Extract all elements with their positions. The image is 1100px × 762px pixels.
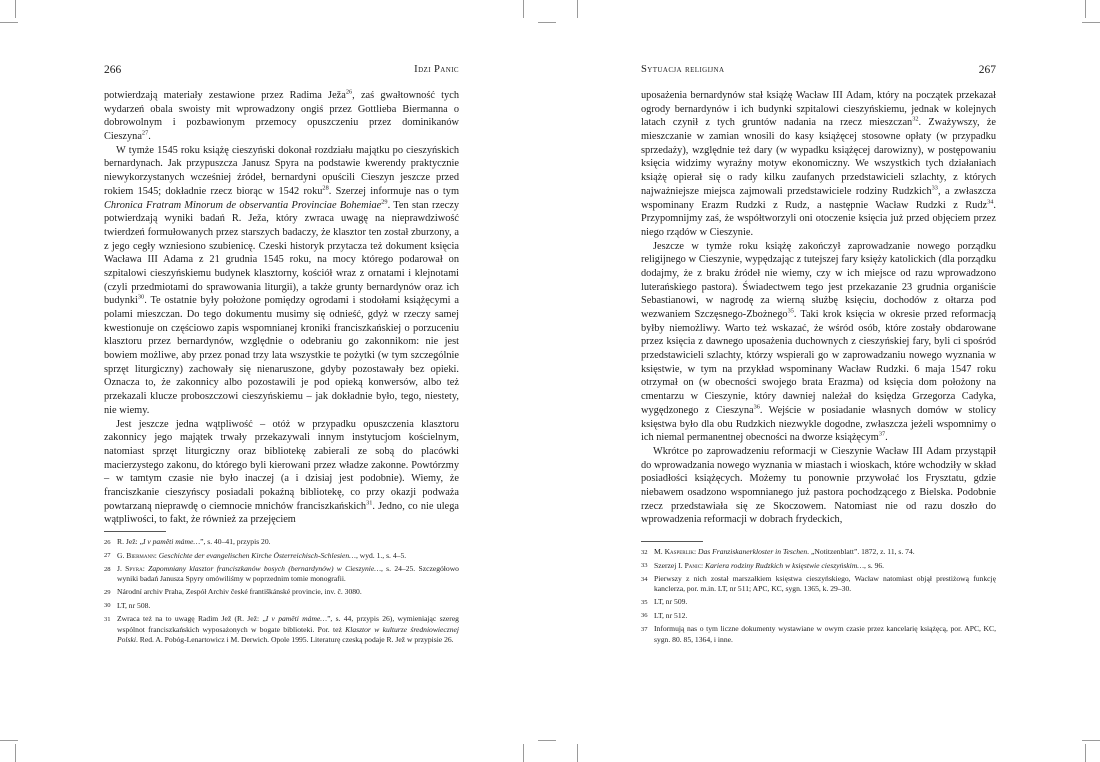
footnote-ref: 29 — [381, 198, 388, 206]
crop-mark — [577, 744, 578, 762]
crop-mark — [538, 22, 556, 23]
footnote-number: 29 — [104, 588, 111, 596]
small-caps-text: Spyra — [125, 564, 143, 573]
crop-mark — [577, 0, 578, 18]
text-run: , a zwłaszcza wspominany Erazm Rudzki z Rudz, a następnie Wacław Rudzki z Rudz — [641, 185, 996, 211]
crop-mark — [538, 740, 556, 741]
paragraph — [641, 240, 996, 445]
footnote-ref: 28 — [322, 184, 329, 192]
text-run: . Wejście w posiadanie własnych domów w stolicy księstwa było dla obu Rudzkich niezwykle dogodne, zwłaszcza jeżeli wspomnimy o ich niemal permanentnej obecności na dworze książęcym — [641, 404, 996, 444]
footnote-ref: 31 — [366, 499, 373, 507]
footnote-number: 28 — [104, 565, 111, 573]
footnote-text — [117, 551, 459, 562]
text-run: LT, nr 509. — [654, 597, 688, 607]
footnote-rule — [641, 541, 703, 542]
footnote-text — [654, 547, 996, 558]
crop-mark — [0, 22, 18, 23]
footnote-ref: 35 — [787, 307, 794, 315]
paragraph — [104, 418, 459, 528]
text-run: : — [142, 564, 149, 573]
footnote — [104, 551, 459, 562]
text-run: . Ten stan rzeczy potwierdzają wyniki badań R. Ježa, który zwraca uwagę na nieprawdziwość twierdzeń formułowanych przez starszych badaczy, że klasztor ten został zburzony, a z jego cegły wzniesiono szubienicę. Czeski historyk przytacza też dokument księcia Wacława III Adama z 21 grudnia 1545 roku, na mocy którego podarował on szpitalowi cieszyńskiemu budynek klasztorny, kościół wraz z ornatami i klejnotami (czyli przedmiotami do sprawowania liturgii), a także grunty bernardynów oraz ich budynki — [104, 199, 459, 307]
footnote-number: 27 — [104, 552, 111, 559]
footnote-ref: 33 — [931, 184, 938, 192]
footnote-number: 33 — [641, 562, 648, 569]
italic-text: I v paměti máme… — [265, 614, 328, 624]
footnote-ref: 30 — [137, 293, 145, 301]
small-caps-text: Panic — [684, 560, 702, 570]
crop-mark — [15, 0, 16, 18]
running-head-title: Idzi Panic — [414, 64, 459, 75]
paragraph — [104, 89, 459, 144]
footnote-number: 36 — [641, 612, 648, 620]
text-run: Pierwszy z nich został marszałkiem księstwa cieszyńskiego, Wacław natomiast objął prestiżową funkcję kanclerza, por. m.in. LT, nr 511; APC, KC, sygn. 1365, k. 29–30. — [654, 574, 996, 594]
text-run: . Taki krok księcia w okresie przed reformacją byłby niemożliwy. Warto też wskazać, że wśród osób, które zostały obdarowane przez księcia z dawnego uposażenia duchownych z cieszyńskiej fary, byli ci spośród przedstawicieli szlachty, którzy wspierali go w zaprowadzaniu nowego wyznania w księstwie, w tym na przykład wspominany Wacław Rudzki. 6 maja 1547 roku otrzymał on (w obecności swojego brata Erazma) od księcia dom położony na cmentarzu w Cieszynie, który dawniej należał do księdza Grzegorza Cadyka, wygędzonego z Cieszyna — [641, 309, 996, 416]
body-text — [641, 89, 996, 527]
text-run: . Przypomnijmy zaś, że współtworzyli oni otoczenie księcia już przed objęciem przez niego rządów w Cieszynie. — [641, 199, 996, 238]
footnote-text — [654, 561, 996, 572]
footnote — [641, 624, 996, 645]
text-run: M. — [654, 547, 665, 556]
crop-mark — [1085, 0, 1086, 18]
text-run: . Te ostatnie były położone pomiędzy ogrodami i stodołami książęcymi a polami mieszczan. Do tego dokumentu musimy się odnieść, gdyż w rzeczy samej kwestionuje on częściowo zapis wspomnianej kroniki franciszkańskiej o porzuceniu klasztoru przez bernardynów, względnie o odebraniu go zakonnikom: nie jest bowiem możliwe, aby przez ponad trzy lata wszystkie te pożytki (w tym szczególnie sprzęt liturgiczny) zachowały się nienaruszone, gdyby pozostawały bez opieki. Oznacza to, że zakonnicy albo pozostawili je pod opieką konwersów, albo też przekazali klucze proboszczowi cieszyńskiemu – jak dokładnie było, tego, niestety, nie wiemy. — [104, 295, 459, 416]
text-run: . Jedno, co nie ulega wątpliwości, to fakt, że również za przejęciem — [104, 500, 459, 526]
footnote-number: 26 — [104, 538, 111, 546]
page-number: 267 — [978, 64, 996, 76]
text-run: J. — [117, 564, 126, 573]
footnote-text — [654, 611, 996, 622]
text-run: potwierdzają materiały zestawione przez Radima Ježa — [104, 90, 346, 101]
text-run: . — [148, 131, 151, 143]
footnote-ref: 26 — [345, 88, 353, 96]
text-run: W tymże 1545 roku książę cieszyński dokonał rozdziału majątku po cieszyńskich bernardynach. Jak przypuszcza Janusz Spyra na podstawie kwerendy praktycznie niewykorzystanych wcześniej źródeł, bernardyni opuścili Cieszyn jeszcze przed rokiem 1545; dokładnie rzecz biorąc w 1542 roku — [104, 144, 459, 197]
small-caps-text: Biermann — [126, 550, 155, 560]
italic-text: Chronica Fratram Minorum de observantia Provinciae Bohemiae — [104, 199, 382, 211]
footnote-ref: 34 — [987, 198, 994, 206]
text-run: : — [693, 547, 698, 556]
footnote — [104, 601, 459, 612]
footnote — [641, 547, 996, 558]
footnote-ref: 27 — [141, 129, 149, 137]
footnote-number: 30 — [104, 602, 111, 610]
footnote-text — [117, 601, 459, 612]
footnote-number: 34 — [641, 575, 648, 583]
text-run: Wkrótce po zaprowadzeniu reformacji w Cieszynie Wacław III Adam przystąpił do wprowadzania nowego wyznania w miastach i wioskach, które wchodziły w skład posiadłości książęcych. Możemy tu ponownie przywołać los Frysztatu, gdzie niebawem osadzono wspomnianego już pastora pochodzącego z Bielska. Podobnie rzecz przedstawiała się ze Skoczowem. Natomiast nie od razu doszło do wprowadzenia reformacji w dobrach frydeckich, — [641, 445, 996, 526]
paragraph — [641, 89, 996, 240]
text-run: ”, s. 40–41, przypis 20. — [200, 537, 271, 546]
text-run: . Zważywszy, że mieszczanie w zamian wnosili do kasy książęcej stosowne opłaty (w przypadku sprzedaży), względnie też dary (w wypadku książęcej darowizny), w postępowaniu księcia widzimy wyraźny motyw ekonomiczny. We wszystkich tych działaniach książę opierał się o rady kilku zaufanych przedstawicieli szlachty, z których najważniejsze miejsca zajmowali przedstawiciele rodziny Rudzkich — [641, 117, 996, 197]
footnote-text — [117, 564, 459, 585]
small-caps-text: Kasperlik — [664, 547, 694, 556]
italic-text: Kariera rodziny Rudzkich w księstwie cieszyńskim… — [705, 560, 865, 570]
text-run: Szerzej I. — [654, 560, 685, 570]
italic-text: Geschichte der evangelischen Kirche Österreichisch-Schlesien… — [158, 550, 356, 560]
paragraph — [104, 144, 459, 418]
footnote-text — [654, 597, 996, 608]
paragraph — [641, 445, 996, 527]
text-run: . Red. A. Pobóg-Lenartowicz i M. Derwich. Opole 1995. Literaturę czeską podaje R. Jež w przypisie 26. — [135, 635, 454, 645]
text-run: Národní archiv Praha, Zespół Archiv české františkánské provincie, inv. č. 3080. — [117, 587, 362, 597]
footnote-rule — [104, 531, 166, 532]
crop-mark — [0, 740, 18, 741]
footnote-ref: 32 — [912, 115, 919, 123]
text-run: LT, nr 508. — [117, 600, 151, 610]
running-head — [104, 62, 459, 78]
footnote-number: 31 — [104, 615, 111, 623]
crop-mark — [523, 0, 524, 18]
italic-text: I v paměti máme… — [142, 537, 201, 546]
text-run: , s. 24–25. Szczegółowo wyniki badań Janusza Spyry omówiliśmy w poprzednim tomie monografii. — [117, 564, 459, 584]
footnote-text — [654, 624, 996, 645]
text-run: R. Jež: „ — [117, 537, 143, 546]
running-head-title: Sytuacja religijna — [641, 64, 725, 75]
crop-mark — [1082, 22, 1100, 23]
footnote-text — [117, 614, 459, 645]
crop-mark — [1085, 744, 1086, 762]
text-run: . „Notitzenblatt”. 1872, z. 11, s. 74. — [807, 547, 915, 556]
footnote — [104, 614, 459, 645]
footnote-number: 37 — [641, 625, 648, 633]
text-run: G. — [117, 550, 127, 560]
left-page — [104, 62, 459, 648]
right-page — [641, 62, 996, 648]
crop-mark — [523, 744, 524, 762]
footnote — [641, 574, 996, 595]
footnote-ref: 37 — [878, 430, 886, 438]
text-run: LT, nr 512. — [654, 610, 688, 620]
footnote — [641, 611, 996, 622]
text-run: , zaś gwałtowność tych wydarzeń obala swoisty mit wprowadzony ongiś przez Gottlieba Biermanna o dobrowolnym i pozbawionym przemocy opuszczeniu przez dominikanów Cieszyna — [104, 90, 459, 143]
text-run: Zwraca też na to uwagę Radim Jež (R. Jež: „ — [117, 614, 266, 624]
italic-text: Klasztor w kulturze średniowiecznej Polski — [117, 624, 460, 645]
text-run: Jeszcze w tymże roku książę zakończył zaprowadzanie nowego porządku religijnego w Cieszynie, wypędzając z tutejszej fary księży katolickich (dla porządku dodajmy, że z braku źródeł nie wiemy, czy w ich miejsce od razu wprowadzono luterańskiego pastora). Świadectwem tego jest przekazanie 23 grudnia organiście Sebastianowi, w nagrodę za wierną służbę księciu, dochodów z ołtarza pod wezwaniem Szczęsnego-Zbożnego — [641, 240, 996, 320]
text-run: . Szerzej informuje nas o tym — [328, 185, 459, 197]
text-run: uposażenia bernardynów stał książę Wacław III Adam, który na początek przekazał ogrody bernardynów i ich budynki szpitalowi cieszyńskiemu, jednak w kolejnych latach czynił z tych gruntów nadania na rzecz mieszczan — [641, 90, 996, 129]
text-run: , s. 96. — [864, 560, 885, 570]
footnote-number: 35 — [641, 598, 648, 606]
footnote-text — [117, 587, 459, 598]
footnote-text — [654, 574, 996, 595]
body-text — [104, 89, 459, 527]
footnote — [104, 564, 459, 585]
footnotes — [641, 547, 996, 645]
crop-mark — [1082, 740, 1100, 741]
text-run: , wyd. 1., s. 4–5. — [355, 550, 407, 560]
page-number: 266 — [104, 64, 122, 76]
footnote — [104, 537, 459, 548]
footnote — [104, 587, 459, 598]
italic-text: Zapomniany klasztor franciszkanów bosych (bernardynów) w Cieszynie… — [148, 564, 381, 573]
text-run: : — [701, 560, 706, 570]
text-run: Jest jeszcze jedna wątpliwość – otóż w przypadku opuszczenia klasztoru zakonnicy jego majątek trwały przekazywali innym instytucjom kościelnym, natomiast sprzęt liturgiczny oraz bibliotekę zabierali ze sobą do placówki macierzystego zakonu, do którego byli kierowani przez władze zakonne. Powtórzmy – w tamtym czasie nie było inaczej (a i dzisiaj jest podobnie). Wiemy, że franciszkanie cieszyńscy posiadali pokaźną bibliotekę, co przy okazji podważa powtarzaną nieprawdę o ciemnocie mnichów franciszkańskich — [104, 418, 459, 512]
footnote-number: 32 — [641, 548, 648, 556]
running-head — [641, 62, 996, 78]
footnotes — [104, 537, 459, 646]
italic-text: Das Franziskanerkloster in Teschen — [697, 547, 808, 556]
footnote-ref: 36 — [753, 403, 760, 411]
text-run: Informują nas o tym liczne dokumenty wystawiane w owym czasie przez kancelarię książęcą, por. APC, KC, sygn. 80. 85, 1364, i inne. — [654, 624, 996, 644]
footnote — [641, 597, 996, 608]
text-run: . — [885, 432, 888, 444]
crop-mark — [15, 744, 16, 762]
footnote — [641, 561, 996, 572]
footnote-text — [117, 537, 459, 548]
text-run: ”, s. 44, przypis 26), wymieniając szereg wspólnot franciszkańskich wyposażonych w bogate biblioteki. Por. też — [117, 614, 459, 634]
text-run: : — [154, 550, 159, 560]
